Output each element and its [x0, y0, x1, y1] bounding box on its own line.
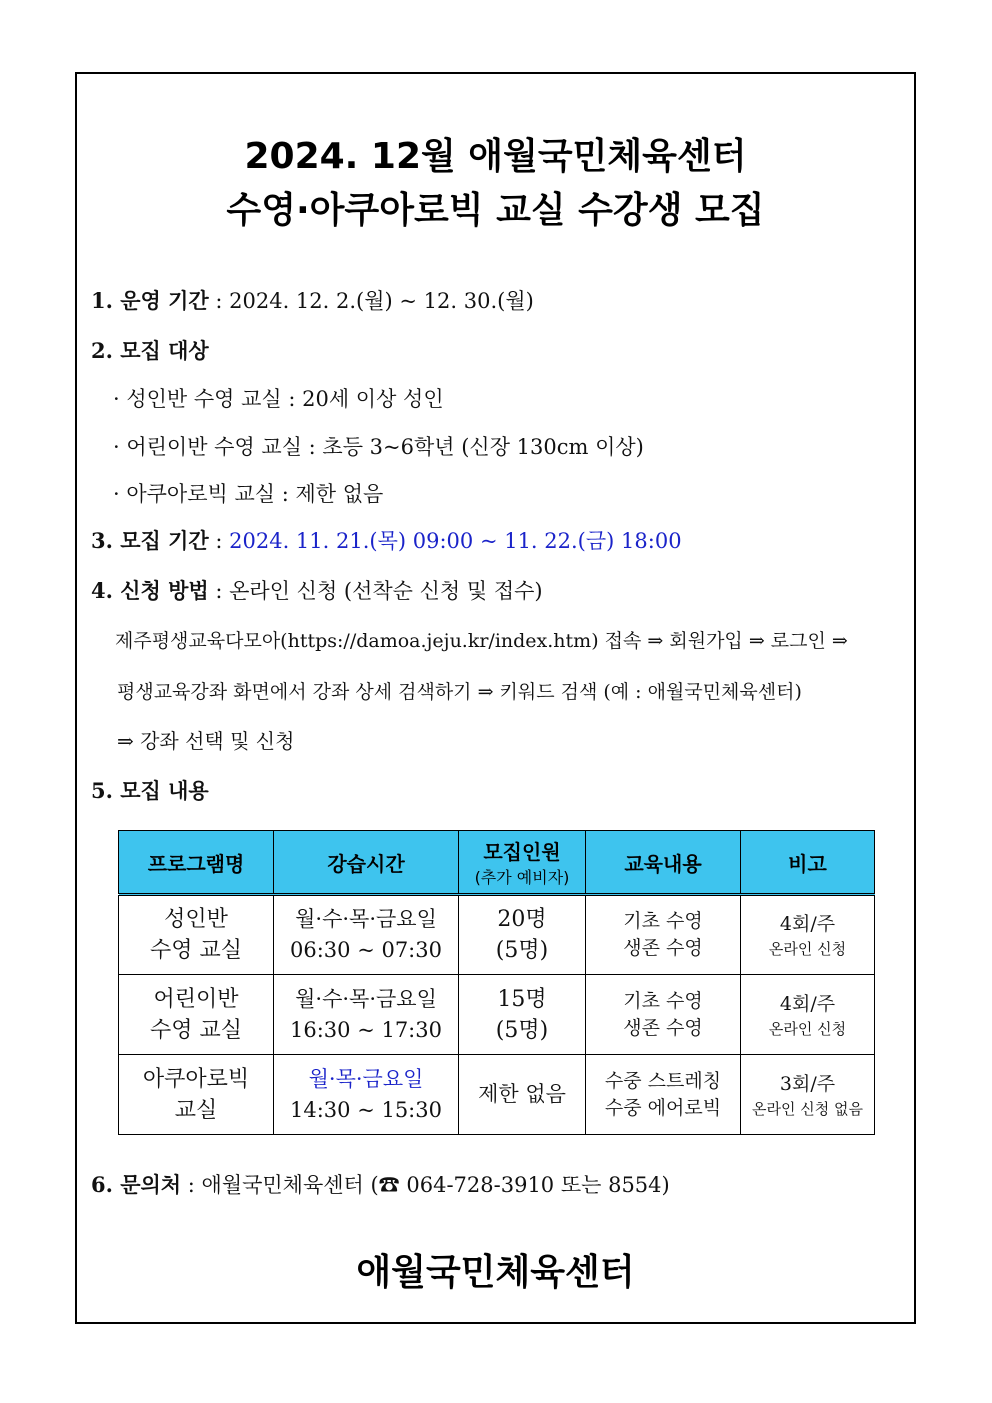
- program-line: 수영 교실: [149, 938, 242, 963]
- header-content: 교육내용: [586, 831, 741, 895]
- class-hours: 14:30 ~ 15:30: [290, 1097, 442, 1122]
- cell-content: [586, 1055, 741, 1135]
- section-value: 애월국민체육센터 (☎ 064-728-3910 또는 8554): [201, 1173, 670, 1197]
- program-line: 아쿠아로빅: [142, 1066, 250, 1092]
- class-hours: 16:30 ~ 17:30: [290, 1017, 442, 1042]
- recruit-count: 제한 없음: [478, 1082, 566, 1106]
- section-label: 3. 모집 기간: [91, 528, 209, 553]
- section-apply-method: [91, 576, 543, 606]
- header-note: 비고: [741, 831, 875, 895]
- program-line: 성인반: [164, 907, 228, 932]
- header-time: 강습시간: [274, 831, 459, 895]
- class-days: 월·목·금요일: [308, 1066, 424, 1091]
- section-label: 4. 신청 방법: [91, 578, 209, 603]
- recruit-count: 15명: [497, 986, 547, 1012]
- section-content: [91, 776, 209, 806]
- separator: :: [208, 289, 230, 313]
- cell-note: [741, 895, 875, 975]
- recruit-count: 20명: [497, 907, 547, 932]
- cell-content: [586, 895, 741, 975]
- section-label: 6. 문의처: [91, 1172, 182, 1197]
- table-row: [119, 975, 875, 1055]
- section-label: 5. 모집 내용: [91, 778, 209, 803]
- section-value: 2024. 11. 21.(목) 09:00 ~ 11. 22.(금) 18:00: [229, 529, 682, 553]
- header-recruit-main: 모집인원: [483, 840, 561, 864]
- section-recruit-period: [91, 526, 682, 556]
- program-line: 어린이반: [153, 986, 239, 1012]
- apply-step-line: ⇒ 강좌 선택 및 신청: [117, 729, 295, 753]
- program-line: 수영 교실: [149, 1017, 242, 1043]
- separator: :: [181, 1173, 202, 1197]
- table-header-row: [119, 831, 875, 895]
- note-apply: 온라인 신청 없음: [752, 1099, 863, 1118]
- note-apply: 온라인 신청: [768, 1019, 847, 1038]
- note-frequency: 3회/주: [779, 1072, 836, 1095]
- notice-frame: [75, 72, 916, 1324]
- section-value: 2024. 12. 2.(월) ~ 12. 30.(월): [229, 289, 534, 313]
- title-line-2: 수영·아쿠아로빅 교실 수강생 모집: [226, 190, 765, 231]
- footer-organization: 애월국민체육센터: [356, 1252, 635, 1293]
- cell-time: [274, 1055, 459, 1135]
- apply-step-line: 평생교육강좌 화면에서 강좌 상세 검색하기 ⇒ 키워드 검색 (예 : 애월국민체육센터): [117, 681, 802, 703]
- cell-note: [741, 975, 875, 1055]
- cell-note: [741, 1055, 875, 1135]
- content-line: 생존 수영: [623, 1016, 703, 1039]
- section-target: [91, 336, 209, 366]
- content-line: 수중 스트레칭: [604, 1069, 722, 1092]
- header-recruit: [459, 831, 586, 895]
- header-program: 프로그램명: [119, 831, 274, 895]
- section-contact: [91, 1170, 670, 1200]
- target-item: · 어린이반 수영 교실 : 초등 3~6학년 (신장 130cm 이상): [113, 435, 644, 459]
- content-line: 수중 에어로빅: [604, 1096, 722, 1119]
- class-days: 월·수·목·금요일: [295, 986, 437, 1011]
- table-row: [119, 1055, 875, 1135]
- cell-program: [119, 975, 274, 1055]
- class-days: 월·수·목·금요일: [295, 907, 437, 931]
- section-label: 1. 운영 기간: [91, 288, 209, 313]
- note-frequency: 4회/주: [779, 992, 836, 1015]
- cell-time: [274, 895, 459, 975]
- cell-time: [274, 975, 459, 1055]
- separator: :: [208, 579, 230, 603]
- header-recruit-sub: (추가 예비자): [474, 868, 570, 887]
- note-frequency: 4회/주: [779, 913, 836, 935]
- content-line: 생존 수영: [623, 937, 703, 959]
- cell-recruit: [459, 1055, 586, 1135]
- class-hours: 06:30 ~ 07:30: [290, 938, 442, 962]
- note-apply: 온라인 신청: [768, 940, 847, 958]
- section-label: 2. 모집 대상: [91, 338, 209, 363]
- cell-program: [119, 1055, 274, 1135]
- cell-recruit: [459, 975, 586, 1055]
- separator: :: [208, 529, 230, 553]
- program-line: 교실: [174, 1097, 218, 1123]
- target-item: · 아쿠아로빅 교실 : 제한 없음: [113, 482, 384, 506]
- recruit-reserve: (5명): [495, 1017, 549, 1043]
- apply-step-line: 제주평생교육다모아(https://damoa.jeju.kr/index.htm) 접속 ⇒ 회원가입 ⇒ 로그인 ⇒: [115, 630, 848, 652]
- section-operation-period: [91, 286, 534, 316]
- recruit-reserve: (5명): [495, 938, 549, 963]
- target-item: · 성인반 수영 교실 : 20세 이상 성인: [113, 387, 444, 411]
- content-line: 기초 수영: [623, 989, 703, 1012]
- section-value: 온라인 신청 (선착순 신청 및 접수): [229, 579, 543, 603]
- title-line-1: 2024. 12월 애월국민체육센터: [244, 136, 747, 177]
- cell-program: [119, 895, 274, 975]
- cell-content: [586, 975, 741, 1055]
- cell-recruit: [459, 895, 586, 975]
- content-line: 기초 수영: [623, 910, 703, 932]
- table-row: [119, 895, 875, 975]
- program-table: [118, 830, 875, 1135]
